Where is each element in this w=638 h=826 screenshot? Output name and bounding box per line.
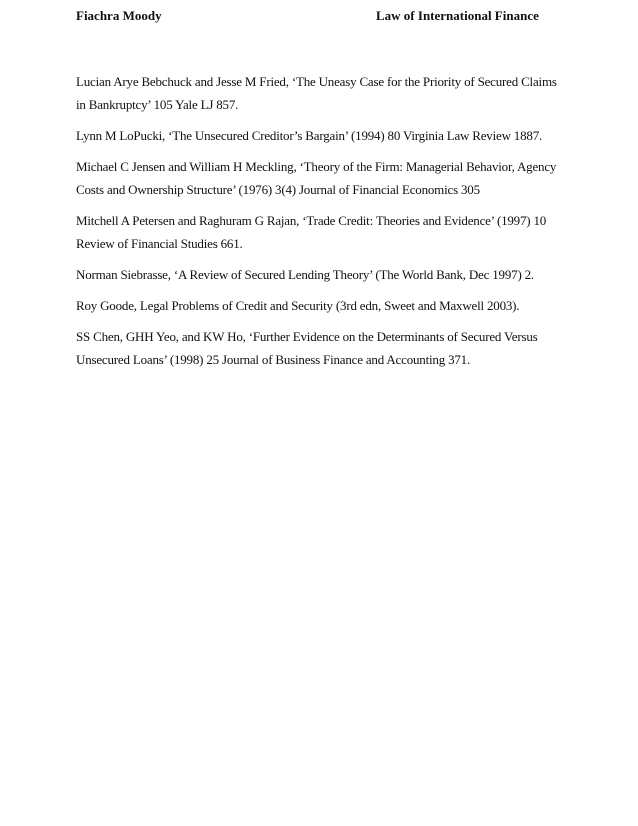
bibliography-entry: Mitchell A Petersen and Raghuram G Rajan, ‘Trade Credit: Theories and Evidence’ (1997) 10 Review of Financial Studies 661.: [76, 213, 547, 251]
header-author: Fiachra Moody: [76, 8, 162, 23]
bibliography-entry: Lucian Arye Bebchuck and Jesse M Fried, ‘The Uneasy Case for the Priority of Secured Claims in Bankruptcy’ 105 Yale LJ 857.: [76, 74, 557, 112]
bibliography-entry: Michael C Jensen and William H Meckling, ‘Theory of the Firm: Managerial Behavior, Agency Costs and Ownership Structure’ (1976) 3(4) Journal of Financial Economics 305: [76, 159, 557, 197]
bibliography-entry: SS Chen, GHH Yeo, and KW Ho, ‘Further Evidence on the Determinants of Secured Versus Unsecured Loans’ (1998) 25 Journal of Business Finance and Accounting 371.: [76, 329, 538, 367]
page-header: [76, 8, 556, 26]
header-title: Law of International Finance: [376, 8, 539, 23]
bibliography-entry: Roy Goode, Legal Problems of Credit and Security (3rd edn, Sweet and Maxwell 2003).: [76, 298, 520, 313]
bibliography-entry: Lynn M LoPucki, ‘The Unsecured Creditor’s Bargain’ (1994) 80 Virginia Law Review 1887.: [76, 128, 543, 143]
bibliography-list: [76, 70, 560, 379]
bibliography-entry: Norman Siebrasse, ‘A Review of Secured Lending Theory’ (The World Bank, Dec 1997) 2.: [76, 267, 534, 282]
